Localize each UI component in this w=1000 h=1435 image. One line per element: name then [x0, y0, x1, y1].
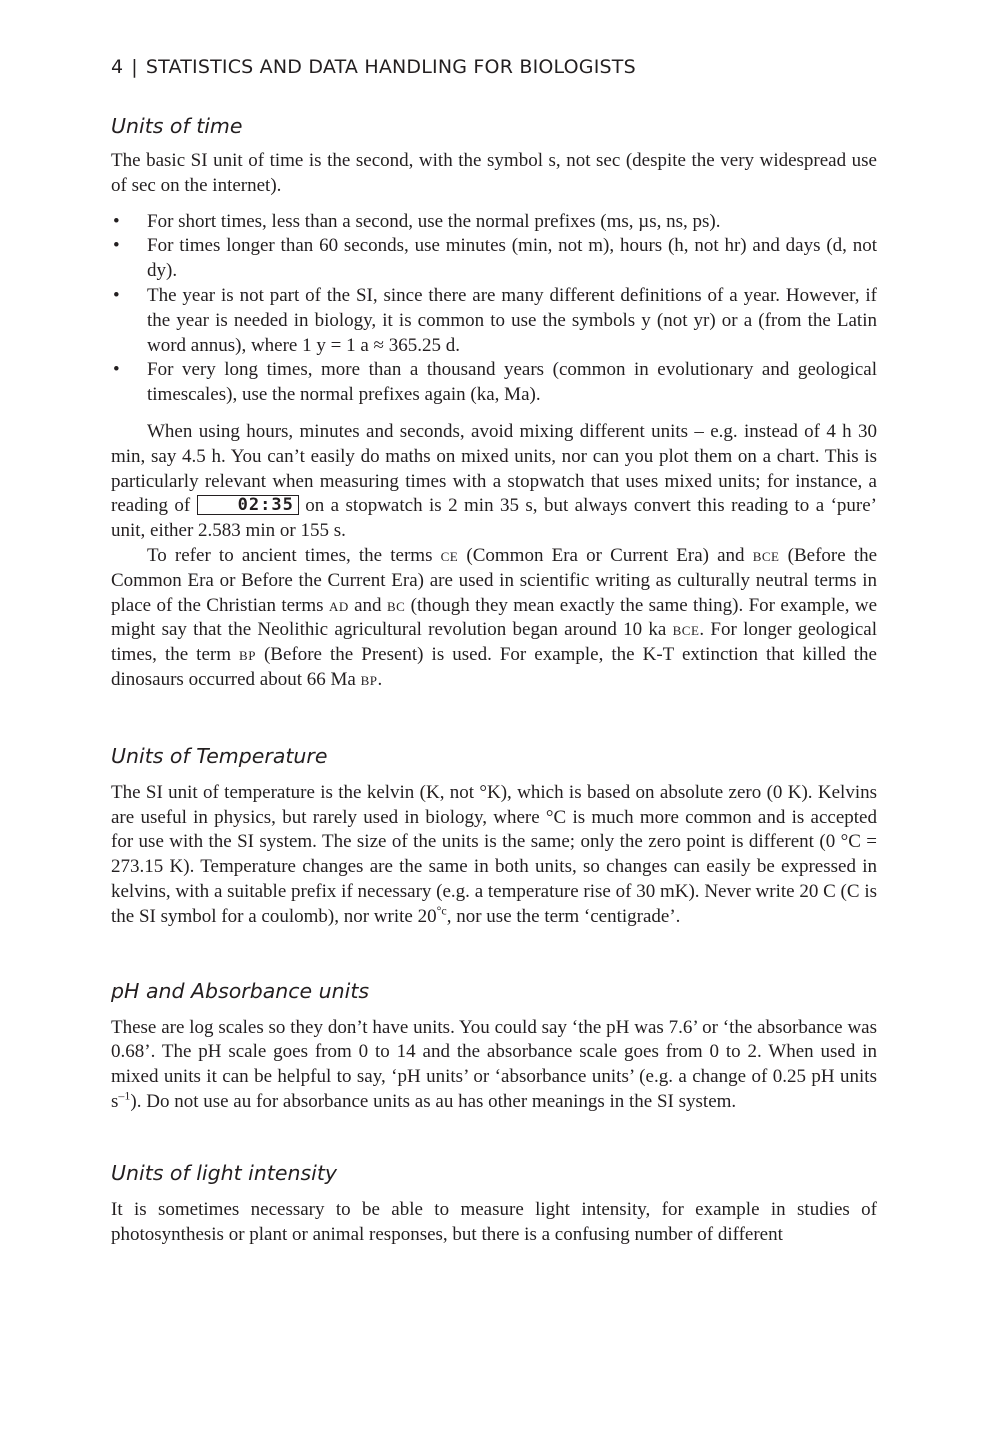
page	[111, 52, 877, 1247]
ph-text-a: These are log scales so they don’t have units. You could say ‘the pH was 7.6’ or ‘the absorbance was 0.68’. The pH scale goes from 0 to 14 and the absorbance scale goes from 0 to 2. When used in mixed units it can be helpful to say, ‘pH units’ or ‘absorbance units’ (e.g. a change of 0.25 pH units s	[111, 1016, 877, 1112]
era-text: To refer to ancient times, the terms	[147, 544, 433, 566]
header-separator: |	[131, 56, 138, 78]
stopwatch-display: 02:35	[197, 495, 299, 515]
mixed-units-paragraph	[111, 420, 877, 544]
section-heading-temperature: Units of Temperature	[111, 743, 328, 768]
bullet-icon: •	[113, 284, 120, 306]
era-text: and	[354, 594, 382, 616]
era-text: (Before the Present) is used. For example, the K-T extinction that killed the dinosaurs occurred about 66 Ma	[111, 644, 877, 690]
list-item-text: For very long times, more than a thousand years (common in evolutionary and geological timescales), use the normal prefixes again (ka, Ma).	[147, 359, 877, 406]
list-item	[111, 210, 877, 235]
era-text: . For longer geological times, the term	[111, 619, 878, 666]
temperature-text-a: The SI unit of temperature is the kelvin (K, not °K), which is based on absolute zero (0 K). Kelvins are useful in physics, but rarely used in biology, where °C is much more common and is accepted for use with the SI system. The size of the units is the same; only the zero point is different (0 °C = 273.15 K). Temperature changes are the same in both units, so changes can easily be expressed in kelvins, with a suitable prefix if necessary (e.g. a temperature rise of 30 mK). Never write 20 C (C is the SI symbol for a coulomb), nor write 20	[111, 781, 877, 927]
mixed-units-text-a: When using hours, minutes and seconds, avoid mixing different units – e.g. instead of 4 h 30 min, say 4.5 h. You can’t easily do maths on mixed units, nor can you plot them on a chart. This is particularly relevant when measuring times with a stopwatch that uses mixed units; for instance, a reading of	[111, 420, 877, 517]
list-item-text: For times longer than 60 seconds, use minutes (min, not m), hours (h, not hr) and days (d, not dy).	[147, 235, 877, 282]
era-term-bp: bp	[360, 668, 378, 690]
running-head	[111, 52, 877, 82]
era-text: .	[377, 668, 383, 690]
ph-paragraph	[111, 1016, 877, 1115]
ph-text-b: ). Do not use au for absorbance units as au has other meanings in the SI system.	[130, 1090, 737, 1112]
era-term-ad: ad	[328, 594, 349, 616]
temperature-text-b: , nor use the term ‘centigrade’.	[446, 905, 681, 927]
era-text: (though they mean exactly the same thing). For example, we might say that the Neolithic agricultural revolution began around 10 ka	[111, 594, 878, 641]
time-bullet-list	[111, 210, 877, 408]
bullet-icon: •	[113, 359, 120, 381]
page-number: 4	[111, 56, 124, 78]
era-term-bce: bce	[752, 544, 780, 566]
era-paragraph	[111, 544, 877, 693]
list-item-text: For short times, less than a second, use the normal prefixes (ms, µs, ns, ps).	[147, 210, 721, 232]
mixed-units-text-b: on a stopwatch is 2 min 35 s, but always convert this reading to a ‘pure’ unit, either 2.583 min or 155 s.	[111, 495, 877, 542]
era-term-ce: ce	[440, 544, 459, 566]
list-item-text: The year is not part of the SI, since there are many different definitions of a year. However, if the year is needed in biology, it is common to use the symbols y (not yr) or a (from the Latin word annus), where 1 y = 1 a ≈ 365.25 d.	[147, 284, 877, 356]
bullet-icon: •	[113, 235, 120, 257]
temperature-paragraph	[111, 781, 877, 930]
time-intro-paragraph: The basic SI unit of time is the second, with the symbol s, not sec (despite the very widespread use of sec on the internet).	[111, 150, 877, 196]
running-title: STATISTICS AND DATA HANDLING FOR BIOLOGISTS	[145, 56, 636, 78]
list-item	[111, 358, 877, 408]
bullet-icon: •	[113, 210, 120, 232]
ph-superscript: –1	[118, 1088, 131, 1103]
list-item	[111, 284, 877, 358]
light-paragraph: It is sometimes necessary to be able to measure light intensity, for example in studies of photosynthesis or plant or animal responses, but there is a confusing number of different	[111, 1198, 877, 1245]
era-term-bp: bp	[239, 644, 256, 666]
list-item	[111, 234, 877, 284]
era-text: (Common Era or Current Era) and	[466, 544, 745, 566]
temperature-superscript: °c	[436, 903, 447, 918]
section-heading-ph: pH and Absorbance units	[111, 978, 370, 1003]
section-heading-time: Units of time	[111, 114, 243, 138]
era-term-bce: bce	[672, 619, 700, 641]
era-term-bc: bc	[386, 594, 406, 616]
section-heading-light: Units of light intensity	[111, 1160, 338, 1185]
era-text: (Before the Common Era or Before the Current Era) are used in scientific writing as culturally neutral terms in place of the Christian terms	[111, 544, 878, 616]
